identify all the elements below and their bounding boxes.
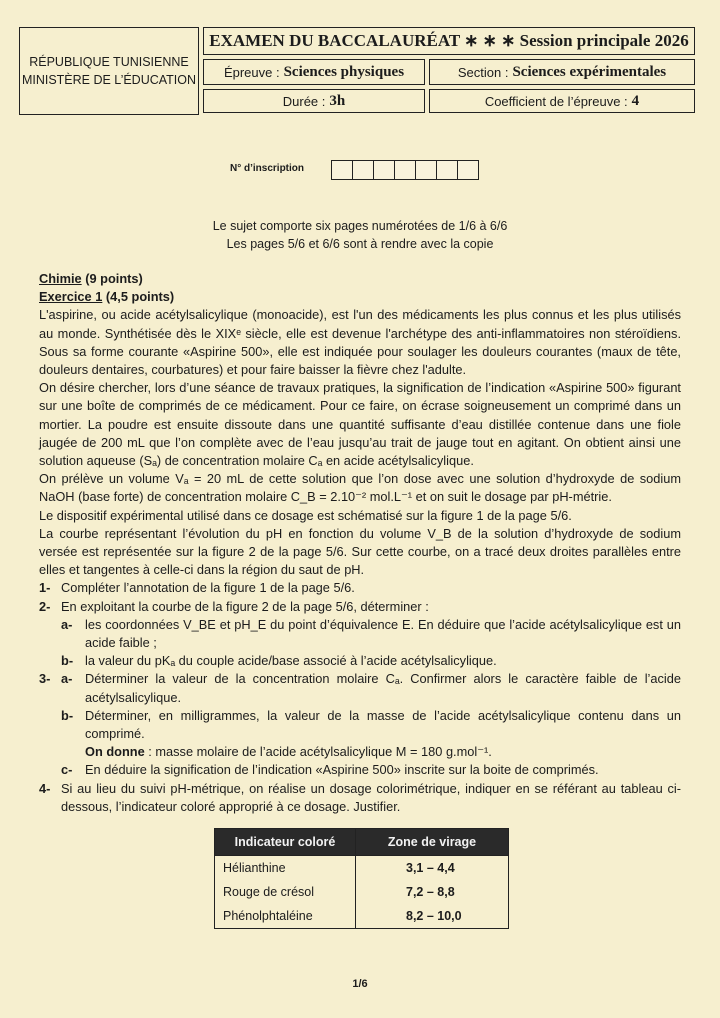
epreuve-label: Épreuve : [223, 64, 280, 80]
subquestion-text: Déterminer, en milligrammes, la valeur de la masse de l’acide acétylsalicylique contenu dans un comprimé. [85, 707, 681, 742]
exam-title: EXAMEN DU BACCALAURÉAT ∗ ∗ ∗ Session principale 2026 [203, 27, 695, 55]
ministry-name: MINISTÈRE DE L’ÉDUCATION [21, 73, 197, 87]
subquestion-letter: a- [61, 671, 73, 687]
inscription-label: N° d’inscription [230, 163, 304, 174]
inscription-cell[interactable] [436, 160, 458, 180]
indicator-name: Hélianthine [215, 856, 356, 881]
exercise-heading [39, 288, 681, 306]
exercise-points: (4,5 points) [102, 289, 175, 305]
inscription-cell[interactable] [331, 160, 353, 180]
question-2b [39, 652, 681, 670]
question-number: 3- [39, 671, 51, 687]
indicator-zone: 8,2 – 10,0 [356, 904, 509, 929]
country-name: RÉPUBLIQUE TUNISIENNE [29, 55, 189, 69]
epreuve-value: Sciences physiques [283, 63, 405, 80]
question-text: Si au lieu du suivi pH-métrique, on réalise un dosage colorimétrique, indiquer en se référant au tableau ci-dessous, l’indicateur coloré approprié à ce dosage. Justifier. [61, 780, 681, 814]
question-3b [39, 707, 681, 743]
paragraph-5: La courbe représentant l’évolution du pH en fonction du volume V_B de la solution d’hydroxyde de sodium versée est représentée sur la figure 2 de la page 5/6. Sur cette courbe, on a tracé deux droites parallèles entre elles et tangentes à celle-ci dans la région du saut de pH. [39, 525, 681, 578]
given-text: : masse molaire de l’acide acétylsalicylique M = 180 g.mol⁻¹. [144, 744, 492, 760]
given-label: On donne [85, 744, 145, 760]
chimie-title: Chimie [39, 271, 82, 286]
duree-value: 3h [329, 92, 346, 109]
coefficient-value: 4 [631, 92, 640, 109]
subquestion-text: Déterminer la valeur de la concentration molaire Cₐ. Confirmer alors le caractère faible de l’acide acétylsalicylique. [85, 671, 681, 705]
chimie-points: (9 points) [81, 271, 143, 286]
subquestion-letter: a- [61, 616, 73, 632]
indicator-name: Rouge de crésol [215, 880, 356, 904]
header-indicator: Indicateur coloré [215, 829, 356, 856]
coefficient-box [429, 89, 695, 113]
section-label: Section : [457, 64, 509, 80]
inscription-cell[interactable] [457, 160, 479, 180]
section-box [429, 59, 695, 85]
question-number: 1- [39, 580, 51, 596]
paragraph-2: On désire chercher, lors d’une séance de travaux pratiques, la signification de l’indication «Aspirine 500» figurant sur une boîte de comprimés de ce médicament. Pour ce faire, on écrase soigneusement un comprimé dans un mortier. La poudre est ensuite dissoute dans une quantité suffisante d’eau distillée contenue dans une fiole jaugée de 200 mL que l’on complète avec de l’eau jusqu’au trait de jauge tout en agitant. On obtient ainsi une solution aqueuse (Sₐ) de concentration molaire Cₐ en acide acétylsalicylique. [39, 380, 681, 469]
question-number: 4- [39, 780, 51, 796]
paragraph-3: On prélève un volume Vₐ = 20 mL de cette solution que l’on dose avec une solution d’hydroxyde de sodium NaOH (base forte) de concentration molaire C_B = 2.10⁻² mol.L⁻¹ et on suit le dosage par pH-métrie. [39, 471, 681, 505]
subquestion-text: la valeur du pKₐ du couple acide/base associé à l’acide acétylsalicylique. [85, 653, 497, 669]
table-header-row [215, 829, 509, 856]
section-value: Sciences expérimentales [512, 63, 667, 80]
exercise-title: Exercice 1 [39, 289, 103, 305]
inscription-cells[interactable] [331, 160, 478, 180]
given-data [39, 743, 681, 761]
subquestion-letter: b- [61, 707, 74, 723]
chimie-section [39, 270, 681, 816]
inscription-cell[interactable] [394, 160, 416, 180]
chimie-heading [39, 270, 681, 288]
indicator-zone: 3,1 – 4,4 [356, 856, 509, 881]
page-number: 1/6 [352, 978, 368, 990]
epreuve-box [203, 59, 425, 85]
duree-box [203, 89, 425, 113]
table-row [215, 856, 509, 881]
header-institution [19, 27, 199, 115]
table-row [215, 880, 509, 904]
duree-label: Durée : [282, 93, 326, 109]
paragraph-1: L'aspirine, ou acide acétylsalicylique (monoacide), est l'un des médicaments les plus connus et les plus utilisés au monde. Synthétisée dès le XIXᵉ siècle, elle est devenue l'archétype des anti-inflammatoires non stéroïdiens. Sous sa forme courante «Aspirine 500», elle est indiquée pour soulager les douleurs courantes (maux de tête, douleurs dentaires, courbatures) et pour faire baisser la fièvre chez l'adulte. [39, 307, 681, 378]
inscription-cell[interactable] [352, 160, 374, 180]
question-2a [39, 616, 681, 652]
subquestion-text: En déduire la signification de l’indication «Aspirine 500» inscrite sur la boite de comprimés. [85, 762, 599, 778]
question-3c [39, 761, 681, 779]
indicator-zone: 7,2 – 8,8 [356, 880, 509, 904]
subquestion-letter: c- [61, 762, 73, 778]
header-zone: Zone de virage [356, 829, 509, 856]
indicator-table [214, 828, 509, 929]
question-2 [39, 598, 681, 616]
question-3a [39, 670, 681, 706]
indicator-name: Phénolphtaléine [215, 904, 356, 929]
paragraph-4: Le dispositif expérimental utilisé dans ce dosage est schématisé sur la figure 1 de la page 5/6. [39, 507, 572, 523]
intro-line-1: Le sujet comporte six pages numérotées de 1/6 à 6/6 [212, 219, 508, 233]
question-text: Compléter l’annotation de la figure 1 de la page 5/6. [61, 580, 355, 596]
coefficient-label: Coefficient de l’épreuve : [484, 93, 628, 109]
inscription-cell[interactable] [373, 160, 395, 180]
table-row [215, 904, 509, 929]
subquestion-letter: b- [61, 653, 74, 669]
question-1 [39, 579, 681, 597]
question-4 [39, 780, 681, 816]
question-number: 2- [39, 598, 51, 614]
subquestion-text: les coordonnées V_BE et pH_E du point d’équivalence E. En déduire que l’acide acétylsalicylique est un acide faible ; [85, 616, 681, 651]
inscription-cell[interactable] [415, 160, 437, 180]
intro-line-2: Les pages 5/6 et 6/6 sont à rendre avec la copie [226, 237, 494, 251]
question-text: En exploitant la courbe de la figure 2 de la page 5/6, déterminer : [61, 598, 429, 614]
